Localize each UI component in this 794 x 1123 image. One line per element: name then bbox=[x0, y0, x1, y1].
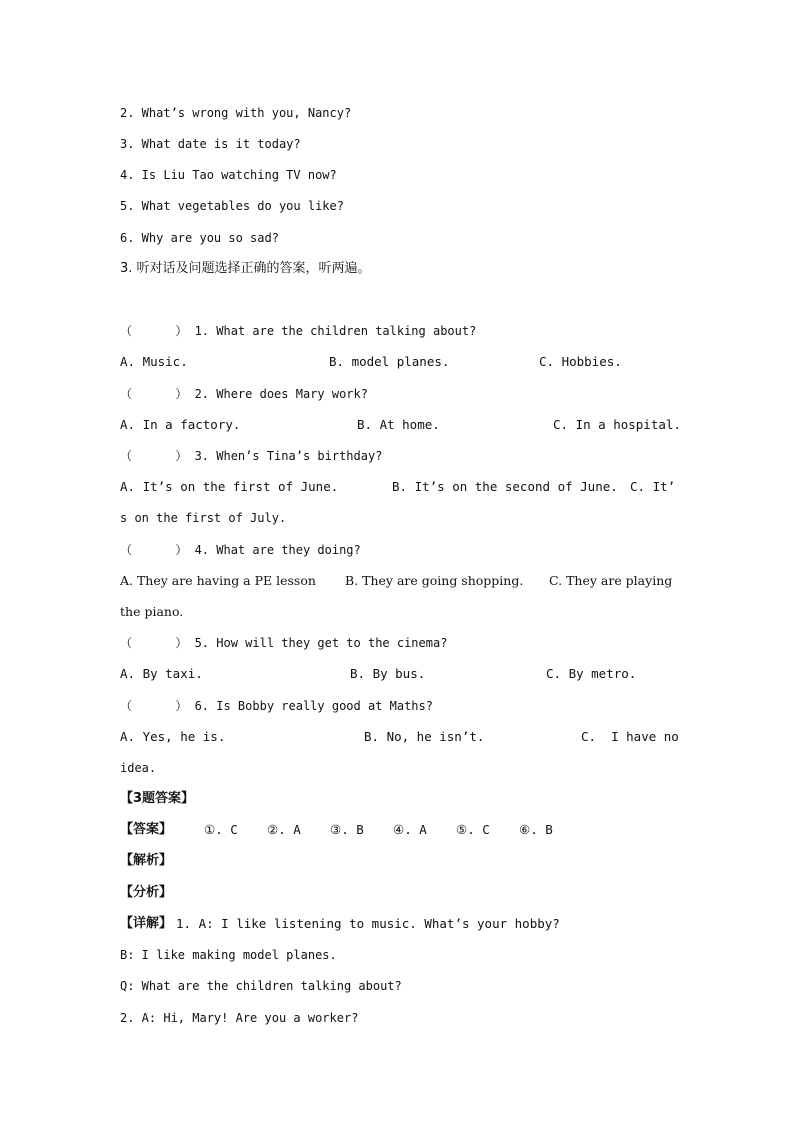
answer-header: 【3题答案】 bbox=[120, 791, 195, 806]
question-4: 4. Is Liu Tao watching TV now? bbox=[120, 168, 337, 182]
answer-6: ⑥. B bbox=[519, 822, 553, 837]
answer-5: ⑤. C bbox=[456, 822, 490, 837]
question-5: 5. What vegetables do you like? bbox=[120, 199, 344, 213]
answer-label: 【答案】 bbox=[120, 822, 173, 837]
item-4-option-b: B. They are going shopping. bbox=[345, 573, 524, 588]
detail-line-2: B: I like making model planes. bbox=[120, 948, 337, 962]
item-5-option-c: C. By metro. bbox=[546, 666, 637, 681]
item-3-option-b: B. It’s on the second of June. bbox=[392, 479, 618, 494]
item-3-option-c: C. It’ bbox=[630, 479, 676, 494]
item-4-option-a: A. They are having a PE lesson bbox=[120, 573, 316, 588]
item-6-option-c-continued: idea. bbox=[120, 761, 157, 775]
item-6-option-c: C. I have no bbox=[581, 729, 679, 744]
item-2-option-a: A. In a factory. bbox=[120, 417, 241, 432]
item-2-question: （ ） 2. Where does Mary work? bbox=[120, 387, 368, 401]
item-3-question: （ ） 3. When’s Tina’s birthday? bbox=[120, 449, 383, 463]
item-2-option-c: C. In a hospital. bbox=[553, 417, 681, 432]
question-3: 3. What date is it today? bbox=[120, 137, 301, 151]
item-4-option-c-continued: the piano. bbox=[120, 604, 184, 619]
item-3-option-c-continued: s on the first of July. bbox=[120, 511, 287, 525]
section-3-title: 3. 听对话及问题选择正确的答案，听两遍。 bbox=[120, 261, 371, 276]
question-2: 2. What’s wrong with you, Nancy? bbox=[120, 106, 352, 120]
fenxi-label: 【分析】 bbox=[120, 885, 173, 900]
item-5-option-a: A. By taxi. bbox=[120, 666, 203, 681]
item-4-option-c: C. They are playing bbox=[549, 573, 673, 588]
answer-2: ②. A bbox=[267, 822, 301, 837]
answer-4: ④. A bbox=[393, 822, 427, 837]
item-5-question: （ ） 5. How will they get to the cinema? bbox=[120, 636, 448, 650]
item-6-option-a: A. Yes, he is. bbox=[120, 729, 226, 744]
item-1-question: （ ） 1. What are the children talking about? bbox=[120, 324, 477, 338]
item-1-option-a: A. Music. bbox=[120, 354, 188, 369]
detail-label: 【详解】 bbox=[120, 916, 173, 931]
jiexi-label: 【解析】 bbox=[120, 853, 173, 868]
answer-3: ③. B bbox=[330, 822, 364, 837]
detail-line-4: 2. A: Hi, Mary! Are you a worker? bbox=[120, 1011, 359, 1025]
item-2-option-b: B. At home. bbox=[357, 417, 440, 432]
item-6-option-b: B. No, he isn’t. bbox=[364, 729, 485, 744]
item-3-option-a: A. It’s on the first of June. bbox=[120, 479, 339, 494]
answer-1: ①. C bbox=[204, 822, 238, 837]
item-6-question: （ ） 6. Is Bobby really good at Maths? bbox=[120, 699, 433, 713]
detail-line-3: Q: What are the children talking about? bbox=[120, 979, 402, 993]
item-1-option-b: B. model planes. bbox=[329, 354, 450, 369]
item-4-question: （ ） 4. What are they doing? bbox=[120, 543, 361, 557]
item-1-option-c: C. Hobbies. bbox=[539, 354, 622, 369]
item-5-option-b: B. By bus. bbox=[350, 666, 426, 681]
question-6: 6. Why are you so sad? bbox=[120, 231, 279, 245]
detail-line-1: 1. A: I like listening to music. What’s your hobby? bbox=[176, 916, 560, 931]
